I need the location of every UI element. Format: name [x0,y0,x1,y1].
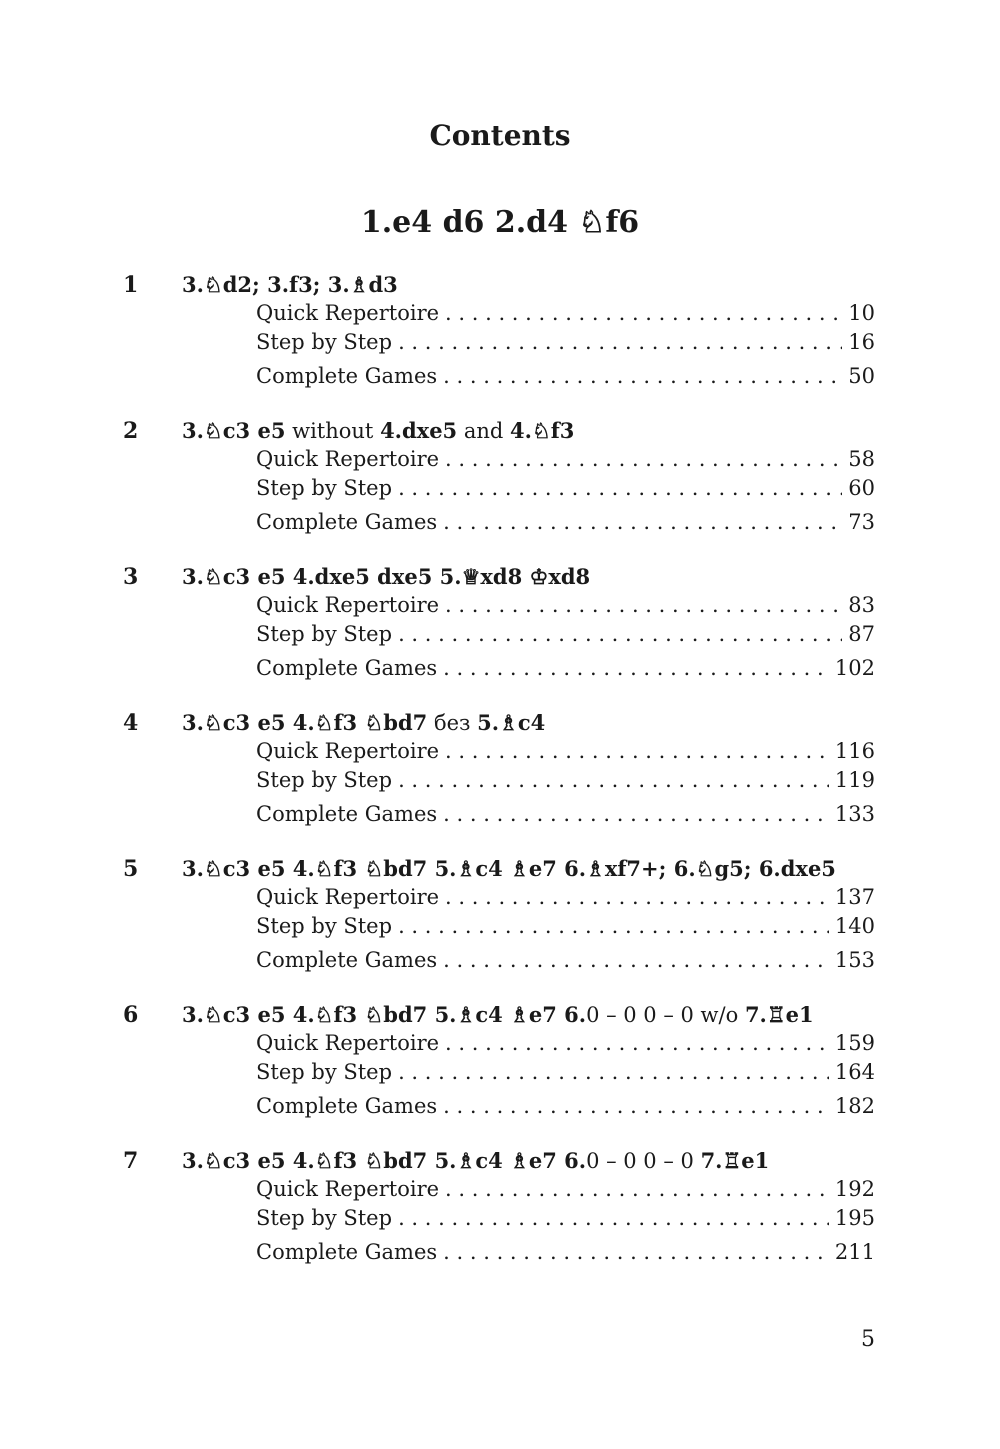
section-title: 1.e4 d6 2.d4 ♘f6 [360,205,640,240]
toc-entry-complete-games[interactable] [256,800,875,828]
toc-entry-quick-repertoire[interactable] [256,299,875,327]
chapter-title [182,1000,814,1030]
leader-dots [445,737,829,765]
chapter-title [182,854,836,884]
entry-page-number: 102 [834,656,875,680]
toc-entry-quick-repertoire[interactable] [256,591,875,619]
chapter-title-moves: 3.♘c3 e5 [182,418,286,443]
leader-dots [443,654,829,682]
chapter-title-moves: 3.♘c3 e5 4.♘f3 ♘bd7 5.♗c4 ♗e7 6.♗xf7+; 6.♘g5; 6.dxe5 [182,856,836,881]
entry-label: Complete Games [256,802,438,826]
chapter-title-text: 0 – 0 0 – 0 [586,1149,701,1173]
entry-page-number: 159 [834,1031,875,1055]
entry-label: Complete Games [256,1240,438,1264]
chapter-title-moves: 3.♘c3 e5 4.dxe5 dxe5 5.♕xd8 ♔xd8 [182,564,591,589]
entry-label: Quick Repertoire [256,447,440,471]
chapter-number: 2 [123,418,139,444]
entry-label: Quick Repertoire [256,301,440,325]
leader-dots [443,1238,829,1266]
chapter-1 [0,270,1000,416]
entry-label: Complete Games [256,510,438,534]
chapter-4 [0,708,1000,854]
chapter-2 [0,416,1000,562]
chapter-title-text: without [285,419,381,443]
entry-label: Step by Step [256,476,393,500]
entry-label: Step by Step [256,768,393,792]
entry-page-number: 50 [848,364,875,388]
chapter-title [182,416,574,446]
entry-page-number: 137 [834,885,875,909]
page-title: Contents [429,119,571,152]
leader-dots [443,362,842,390]
toc-entry-step-by-step[interactable] [256,620,875,648]
entry-label: Complete Games [256,948,438,972]
entry-page-number: 60 [848,476,875,500]
chapter-title-moves: 5.♗c4 [477,710,546,735]
chapter-number: 3 [123,564,139,590]
toc-entry-quick-repertoire[interactable] [256,445,875,473]
chapter-7 [0,1146,1000,1292]
toc-entry-quick-repertoire[interactable] [256,1029,875,1057]
entry-page-number: 73 [848,510,875,534]
chapter-title-moves: 3.♘c3 e5 4.♘f3 ♘bd7 5.♗c4 ♗e7 6. [182,1148,587,1173]
chapter-number: 1 [123,272,139,298]
toc-entry-step-by-step[interactable] [256,1058,875,1086]
chapter-title-moves: 4.dxe5 [380,418,458,443]
leader-dots [445,591,842,619]
chapter-title-text: без [427,711,478,735]
entry-label: Complete Games [256,656,438,680]
chapter-title-text: and [457,419,511,443]
entry-page-number: 87 [848,622,875,646]
chapter-title-text: 0 – 0 0 – 0 w/o [586,1003,745,1027]
entry-label: Step by Step [256,330,393,354]
leader-dots [398,474,842,502]
leader-dots [443,508,842,536]
entry-page-number: 119 [834,768,875,792]
entry-page-number: 192 [834,1177,875,1201]
chapter-title-moves: 4.♘f3 [510,418,575,443]
chapter-title-moves: 7.♖e1 [744,1002,814,1027]
chapter-6 [0,1000,1000,1146]
leader-dots [398,620,842,648]
chapter-title-moves: 3.♘d2; 3.f3; 3.♗d3 [182,272,398,297]
entry-label: Quick Repertoire [256,739,440,763]
toc-entry-step-by-step[interactable] [256,328,875,356]
chapter-title [182,708,545,738]
leader-dots [445,299,842,327]
leader-dots [445,1029,829,1057]
toc-entry-quick-repertoire[interactable] [256,883,875,911]
entry-page-number: 133 [834,802,875,826]
entry-page-number: 140 [834,914,875,938]
chapter-title-moves: 3.♘c3 e5 4.♘f3 ♘bd7 [182,710,428,735]
toc-entry-step-by-step[interactable] [256,474,875,502]
chapter-number: 4 [123,710,139,736]
leader-dots [398,766,829,794]
leader-dots [443,800,829,828]
entry-page-number: 116 [834,739,875,763]
entry-label: Step by Step [256,914,393,938]
chapter-title [182,1146,769,1176]
chapter-number: 5 [123,856,139,882]
page-number: 5 [861,1327,875,1352]
toc-entry-complete-games[interactable] [256,508,875,536]
entry-label: Complete Games [256,364,438,388]
entry-page-number: 58 [848,447,875,471]
chapter-3 [0,562,1000,708]
toc-entry-step-by-step[interactable] [256,766,875,794]
entry-label: Step by Step [256,622,393,646]
leader-dots [398,1204,829,1232]
entry-page-number: 153 [834,948,875,972]
leader-dots [445,883,829,911]
entry-page-number: 211 [834,1240,875,1264]
leader-dots [445,445,842,473]
entry-label: Quick Repertoire [256,593,440,617]
chapter-title [182,562,590,592]
entry-page-number: 10 [848,301,875,325]
toc-entry-complete-games[interactable] [256,1092,875,1120]
toc-entry-complete-games[interactable] [256,362,875,390]
chapter-number: 6 [123,1002,139,1028]
entry-label: Step by Step [256,1206,393,1230]
entry-page-number: 16 [848,330,875,354]
contents-list [0,270,1000,1292]
entry-label: Quick Repertoire [256,885,440,909]
toc-entry-complete-games[interactable] [256,1238,875,1266]
entry-label: Quick Repertoire [256,1177,440,1201]
toc-entry-quick-repertoire[interactable] [256,1175,875,1203]
chapter-5 [0,854,1000,1000]
toc-entry-step-by-step[interactable] [256,1204,875,1232]
leader-dots [398,328,842,356]
chapter-number: 7 [123,1148,139,1174]
entry-page-number: 83 [848,593,875,617]
toc-entry-complete-games[interactable] [256,654,875,682]
leader-dots [445,1175,829,1203]
entry-label: Step by Step [256,1060,393,1084]
leader-dots [398,912,829,940]
entry-page-number: 164 [834,1060,875,1084]
toc-entry-quick-repertoire[interactable] [256,737,875,765]
chapter-title [182,270,398,300]
leader-dots [443,946,829,974]
chapter-title-moves: 3.♘c3 e5 4.♘f3 ♘bd7 5.♗c4 ♗e7 6. [182,1002,587,1027]
toc-entry-complete-games[interactable] [256,946,875,974]
leader-dots [398,1058,829,1086]
entry-page-number: 195 [834,1206,875,1230]
toc-entry-step-by-step[interactable] [256,912,875,940]
entry-label: Quick Repertoire [256,1031,440,1055]
leader-dots [443,1092,829,1120]
chapter-title-moves: 7.♖e1 [700,1148,770,1173]
entry-label: Complete Games [256,1094,438,1118]
entry-page-number: 182 [834,1094,875,1118]
